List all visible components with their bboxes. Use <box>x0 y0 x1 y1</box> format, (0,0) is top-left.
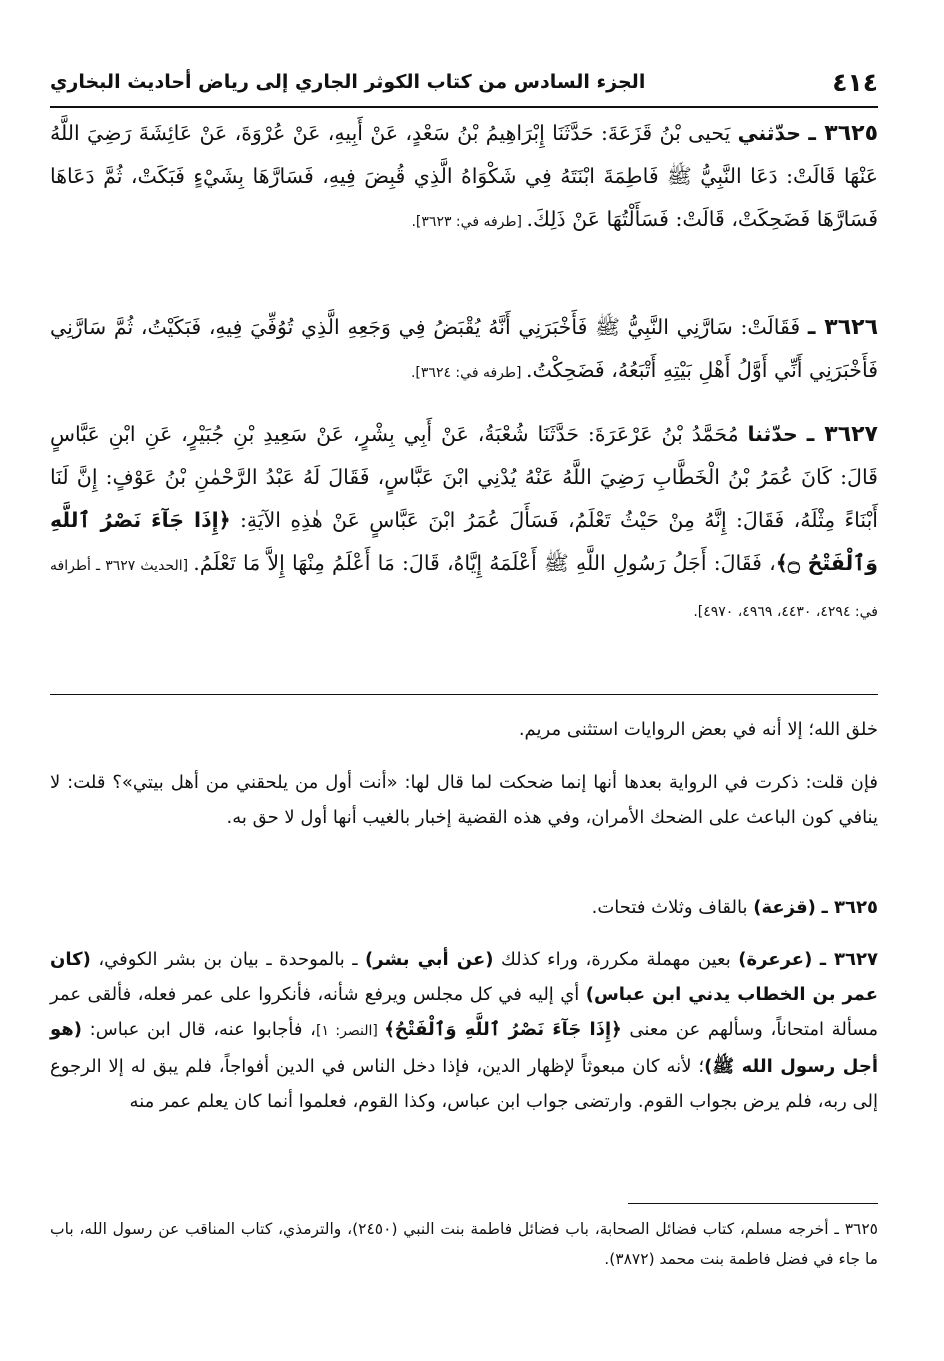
section-divider <box>50 694 878 695</box>
hadith-cross-ref: [طرفه في: ٣٦٢٣]. <box>411 214 527 230</box>
commentary-text: ؛ لأنه كان مبعوثاً لإظهار الدين، فإذا دخل الناس في الدين أفواجاً، فلم يبق له إلا الرجوع إلى ربه، فلم يرض بجواب القوم. وارتضى جواب ابن عباس، وكذا القوم، فعلموا أنما كان يعلم عمر منه <box>50 1056 878 1112</box>
hadith-number: ٣٦٢٦ ـ <box>807 315 878 340</box>
hadith-cross-ref: [طرفه في: ٣٦٢٤]. <box>410 365 526 381</box>
commentary-keyword: (عرعرة) <box>738 949 813 970</box>
quran-verse: ﴿إِذَا جَآءَ نَصْرُ ٱللَّهِ وَٱلْفَتْحُ ۝﴾ <box>50 508 878 575</box>
commentary-keyword: (عن أبي بشر) <box>365 949 494 970</box>
quran-ref: [النصر: ١] <box>316 1023 385 1039</box>
commentary-paragraph <box>50 890 878 925</box>
commentary-keyword: (هو أجل رسول الله ﷺ) <box>50 1019 878 1077</box>
hadith-3626 <box>50 306 878 395</box>
commentary-text: بعين مهملة مكررة، وراء كذلك <box>493 949 739 970</box>
running-title: الجزء السادس من كتاب الكوثر الجاري إلى رياض أحاديث البخاري <box>50 71 646 93</box>
hadith-text: مُحَمَّدُ بْنُ عَرْعَرَةَ: حَدَّثَنَا شُعْبَةُ، عَنْ أَبِي بِشْرٍ، عَنْ سَعِيدِ بْنِ جُبَيْرٍ، عَنِ ابْنِ عَبَّاسٍ قَالَ: كَانَ عُمَرُ بْنُ الْخَطَّابِ رَضِيَ اللَّهُ عَنْهُ يُدْنِي ابْنَ عَبَّاسٍ، فَقَالَ لَهُ عَبْدُ الرَّحْمٰنِ بْنُ عَوْفٍ: إِنَّ لَنَا أَبْنَاءً مِثْلَهُ، فَقَالَ: إِنَّهُ مِنْ حَيْثُ تَعْلَمُ، فَسَأَلَ عُمَرُ ابْنَ عَبَّاسٍ عَنْ هٰذِهِ الآيَةِ: <box>50 422 878 532</box>
hadith-text: يَحيى بْنُ قَزَعَةَ: حَدَّثَنَا إِبْرَاهِيمُ بْنُ سَعْدٍ، عَنْ أَبِيهِ، عَنْ عُرْوَةَ، عَنْ عَائِشَةَ رَضِيَ اللَّهُ عَنْهَا قَالَتْ: دَعَا النَّبِيُّ ﷺ فَاطِمَةَ ابْنَتَهُ فِي شَكْوَاهُ الَّذِي قُبِضَ فِيهِ، فَسَارَّهَا بِشَيْءٍ فَبَكَتْ، ثُمَّ دَعَاهَا فَسَارَّهَا فَضَحِكَتْ، قَالَتْ: فَسَأَلْتُهَا عَنْ ذَلِكَ. <box>50 121 878 231</box>
hadith-number: ٣٦٢٥ ـ <box>808 121 878 146</box>
commentary-keyword: (قزعة) <box>753 897 816 918</box>
page-number: ٤١٤ <box>832 67 878 97</box>
commentary-text: فإن قلت: ذكرت في الرواية بعدها أنها إنما ضحكت لما قال لها: «أنت أول من يلحقني من أهل بيتي»؟ قلت: لا ينافي كون الباعث على الضحك الأمران، وفي هذه القضية إخبار بالغيب أنها أول لا حق به. <box>50 772 878 828</box>
footnote-text: ٣٦٢٥ ـ أخرجه مسلم، كتاب فضائل الصحابة، باب فضائل فاطمة بنت النبي (٢٤٥٠)، والترمذي، كتاب المناقب عن رسول الله، باب ما جاء في فضل فاطمة بنت محمد (٣٨٧٢). <box>50 1220 878 1268</box>
hadith-text: فَقَالَتْ: سَارَّنِي النَّبِيُّ ﷺ فَأَخْبَرَنِي أَنَّهُ يُقْبَضُ فِي وَجَعِهِ الَّذِي تُوُفِّيَ فِيهِ، فَبَكَيْتُ، ثُمَّ سَارَّنِي فَأَخْبَرَنِي أَنِّي أَوَّلُ أَهْلِ بَيْتِهِ أَتْبَعُهُ، فَضَحِكْتُ. <box>50 315 878 382</box>
quran-verse: ﴿إِذَا جَآءَ نَصْرُ ٱللَّهِ وَٱلْفَتْحُ﴾ <box>384 1019 622 1040</box>
hadith-lead: حدّثنا <box>747 422 798 446</box>
footnote <box>50 1214 878 1274</box>
commentary-text: بالقاف وثلاث فتحات. <box>591 897 754 918</box>
commentary-number: ٣٦٢٥ ـ <box>821 897 878 918</box>
hadith-text-continued: ، فَقَالَ: أَجَلُ رَسُولِ اللَّهِ ﷺ أَعْلَمَهُ إِيَّاهُ، قَالَ: مَا أَعْلَمُ مِنْهَا إِلاَّ مَا تَعْلَمُ. <box>193 551 776 575</box>
commentary-paragraph <box>50 712 878 747</box>
hadith-cross-ref: [الحديث ٣٦٢٧ ـ أطرافه في: ٤٢٩٤، ٤٤٣٠، ٤٩٦٩، ٤٩٧٠]. <box>50 558 878 620</box>
commentary-text: أي إليه في كل مجلس ويرفع شأنه، فأنكروا على عمر فعله، فألقى عمر مسألة امتحاناً، وسألهم عن معنى <box>50 984 878 1040</box>
footnote-divider <box>628 1203 878 1204</box>
hadith-3625 <box>50 112 878 244</box>
commentary-keyword: (كان عمر بن الخطاب يدني ابن عباس) <box>50 949 879 1005</box>
commentary-paragraph <box>50 942 878 1119</box>
page-header <box>50 58 878 108</box>
commentary-number: ٣٦٢٧ ـ <box>819 949 878 970</box>
commentary-text: ـ بالموحدة ـ بيان بن بشر الكوفي، <box>90 949 366 970</box>
commentary-text: ، فأجابوا عنه، قال ابن عباس: <box>82 1019 316 1040</box>
hadith-3627 <box>50 413 878 634</box>
hadith-lead: حدّثني <box>737 121 802 145</box>
commentary-paragraph <box>50 765 878 835</box>
hadith-number: ٣٦٢٧ ـ <box>806 422 878 447</box>
commentary-text: خلق الله؛ إلا أنه في بعض الروايات استثنى مريم. <box>518 719 878 740</box>
